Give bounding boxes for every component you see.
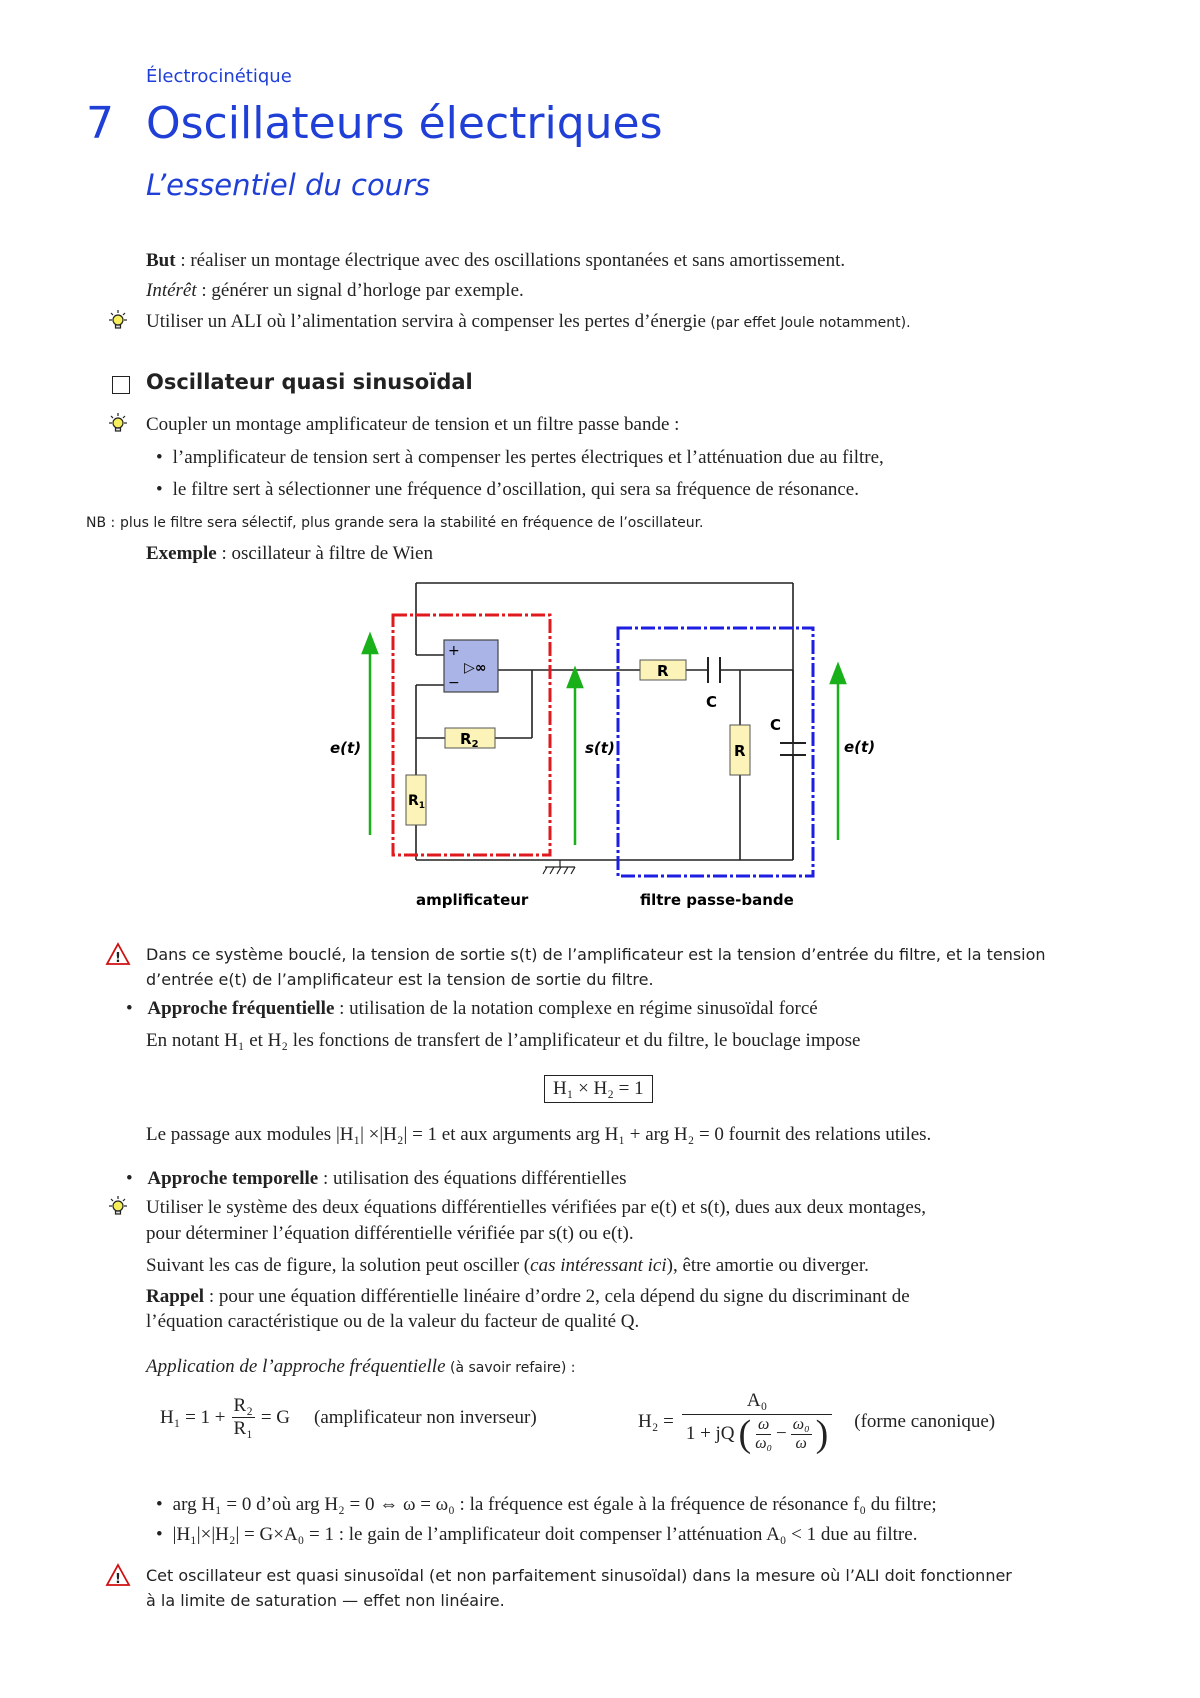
- nb-label: NB :: [86, 515, 116, 531]
- h2-frac2: [791, 1416, 812, 1453]
- r-series-label: R: [657, 662, 669, 680]
- application-italic: Application de l’approche fréquentielle: [146, 1356, 446, 1377]
- h1-denominator: R₁: [233, 1418, 253, 1439]
- freq-approach-line: [126, 998, 818, 1020]
- h2-note: (forme canonique): [854, 1410, 996, 1432]
- warning-icon: [106, 1563, 130, 1587]
- r1-label: $R_1$: [408, 793, 426, 811]
- h1-lhs: H₁ = 1 +: [160, 1406, 226, 1428]
- result-bullet-gain: • |H₁|×|H₂| = G×A₀ = 1 : le gain de l’amplificateur doit compenser l’atténuation A₀ < 1 due au filtre.: [156, 1524, 917, 1546]
- c-parallel-label: C: [770, 716, 782, 734]
- h2-frac1: [755, 1416, 772, 1453]
- temp-text: : utilisation des équations différentielles: [318, 1168, 627, 1189]
- amplifier-caption: amplificateur: [416, 891, 529, 909]
- e-left-label: e(t): [330, 739, 362, 757]
- application-line: [146, 1356, 575, 1378]
- suivant-italic: cas intéressant ici: [530, 1255, 667, 1276]
- warning1-line2: d’entrée e(t) de l’amplificateur est la tension de sortie du filtre.: [146, 970, 654, 989]
- suivant-line: [146, 1255, 869, 1277]
- h2-formula: [638, 1390, 995, 1453]
- h2-lhs: H₂ =: [638, 1410, 674, 1432]
- h1-formula: [160, 1395, 537, 1440]
- temp-label: Approche temporelle: [147, 1168, 319, 1189]
- warning-saturation-text: [146, 1563, 1012, 1613]
- rappel-text: : pour une équation différentielle linéaire d’ordre 2, cela dépend du signe du discriminant de: [204, 1286, 910, 1307]
- h2-frac2-num: ω₀: [792, 1415, 810, 1433]
- freq-line2: En notant H₁ et H₂ les fonctions de transfert de l’amplificateur et du filtre, le bouclage impose: [146, 1030, 861, 1051]
- ground-icon: [543, 860, 575, 874]
- opamp-minus: −: [448, 675, 460, 691]
- but-text: : réaliser un montage électrique avec des oscillations spontanées et sans amortissement.: [175, 250, 846, 271]
- temp-approach-line: [126, 1168, 627, 1190]
- nb-line: [86, 511, 704, 533]
- wien-oscillator-circuit: [300, 575, 876, 915]
- h2-minus: −: [776, 1423, 787, 1444]
- h2-frac2-den: ω: [795, 1434, 807, 1452]
- rappel-line1: [146, 1286, 910, 1308]
- rappel-line2: l’équation caractéristique ou de la valeur du facteur de qualité Q.: [146, 1311, 640, 1332]
- page-subtitle: L’essentiel du cours: [146, 168, 431, 202]
- h1-fraction: [232, 1395, 255, 1440]
- h2-frac1-den: ω₀: [755, 1434, 773, 1452]
- interet-label: Intérêt: [146, 280, 197, 301]
- capacitor-series: [708, 657, 720, 683]
- but-label: But: [146, 250, 176, 271]
- h2-den-pre: 1 + jQ: [685, 1423, 735, 1444]
- opamp-label: ▷∞: [464, 660, 487, 676]
- passage-line: Le passage aux modules |H₁| ×|H₂| = 1 et aux arguments arg H₁ + arg H₂ = 0 fournit des relations utiles.: [146, 1124, 932, 1145]
- section-title: Oscillateur quasi sinusoïdal: [146, 370, 473, 394]
- h2-frac1-num: ω: [757, 1415, 770, 1433]
- warning1-line1: Dans ce système bouclé, la tension de sortie s(t) de l’amplificateur est la tension d’entrée du filtre, et la tension: [146, 945, 1046, 964]
- bullet-amplificateur: • l’amplificateur de tension sert à compenser les pertes électriques et l’atténuation due au filtre,: [156, 447, 884, 469]
- warning2-line1: Cet oscillateur est quasi sinusoïdal (et non parfaitement sinusoïdal) dans la mesure où l’ALI doit fonctionner: [146, 1566, 1012, 1585]
- filter-caption: filtre passe-bande: [640, 891, 794, 909]
- application-small: (à savoir refaire) :: [445, 1360, 576, 1376]
- result-bullet-arg: • arg H₁ = 0 d’où arg H₂ = 0 ⇔ ω = ω₀ : la fréquence est égale à la fréquence de résonance f₀ du filtre;: [156, 1494, 937, 1516]
- chapter-title: Oscillateurs électriques: [146, 98, 663, 149]
- tip1-line: [146, 311, 911, 333]
- h1-numerator: R₂: [233, 1395, 253, 1416]
- nb-text: plus le filtre sera sélectif, plus grande sera la stabilité en fréquence de l’oscillateur.: [120, 515, 704, 531]
- lightbulb-icon: [106, 412, 130, 436]
- suivant-post: ), être amortie ou diverger.: [666, 1255, 869, 1276]
- tip1-text: Utiliser un ALI où l’alimentation servira à compenser les pertes d’énergie: [146, 311, 706, 332]
- rappel-label: Rappel: [146, 1286, 205, 1307]
- svg-text:!: !: [115, 951, 121, 966]
- tip3-line1: Utiliser le système des deux équations différentielles vérifiées par e(t) et s(t), dues aux deux montages,: [146, 1197, 926, 1218]
- interet-text: : générer un signal d’horloge par exemple.: [196, 280, 524, 301]
- h1-rhs: = G: [260, 1406, 291, 1428]
- tip3-line2: pour déterminer l’équation différentielle vérifiée par s(t) ou e(t).: [146, 1223, 634, 1244]
- svg-text:!: !: [115, 1572, 121, 1587]
- chapter-number: 7: [86, 98, 114, 149]
- h2-fraction: [682, 1390, 832, 1453]
- interet-line: [146, 280, 524, 302]
- freq-text: : utilisation de la notation complexe en régime sinusoïdal forcé: [334, 998, 818, 1019]
- lightbulb-icon: [106, 1195, 130, 1219]
- warning-icon: [106, 942, 130, 966]
- example-label: Exemple: [146, 543, 217, 564]
- c-series-label: C: [706, 693, 718, 711]
- s-mid-label: s(t): [585, 739, 615, 757]
- r-parallel-label: R: [734, 742, 746, 760]
- h1-note: (amplificateur non inverseur): [314, 1406, 537, 1428]
- suivant-pre: Suivant les cas de figure, la solution peut osciller (: [146, 1255, 531, 1276]
- tip2-line: Coupler un montage amplificateur de tension et un filtre passe bande :: [146, 414, 680, 435]
- h2-denominator: [682, 1415, 832, 1453]
- freq-label: Approche fréquentielle: [147, 998, 335, 1019]
- bullet-filtre: • le filtre sert à sélectionner une fréquence d’oscillation, qui sera sa fréquence de résonance.: [156, 479, 859, 501]
- warning2-line2: à la limite de saturation — effet non linéaire.: [146, 1591, 505, 1610]
- boxed-equation: H₁ × H₂ = 1: [544, 1075, 653, 1103]
- but-line: [146, 250, 845, 272]
- opamp-plus: +: [448, 643, 460, 659]
- h2-numerator: A₀: [682, 1390, 832, 1415]
- right-paren: ): [815, 1413, 829, 1455]
- lightbulb-icon: [106, 309, 130, 333]
- chapter-label: Électrocinétique: [146, 66, 292, 87]
- left-paren: (: [738, 1413, 752, 1455]
- example-line: [146, 543, 433, 565]
- e-right-label: e(t): [844, 738, 876, 756]
- warning-loop-text: [146, 942, 1046, 992]
- example-text: : oscillateur à filtre de Wien: [216, 543, 433, 564]
- tip1-small: (par effet Joule notamment).: [705, 315, 911, 331]
- r2-label: $R_2$: [460, 730, 479, 750]
- section-checkbox-icon: [112, 376, 130, 394]
